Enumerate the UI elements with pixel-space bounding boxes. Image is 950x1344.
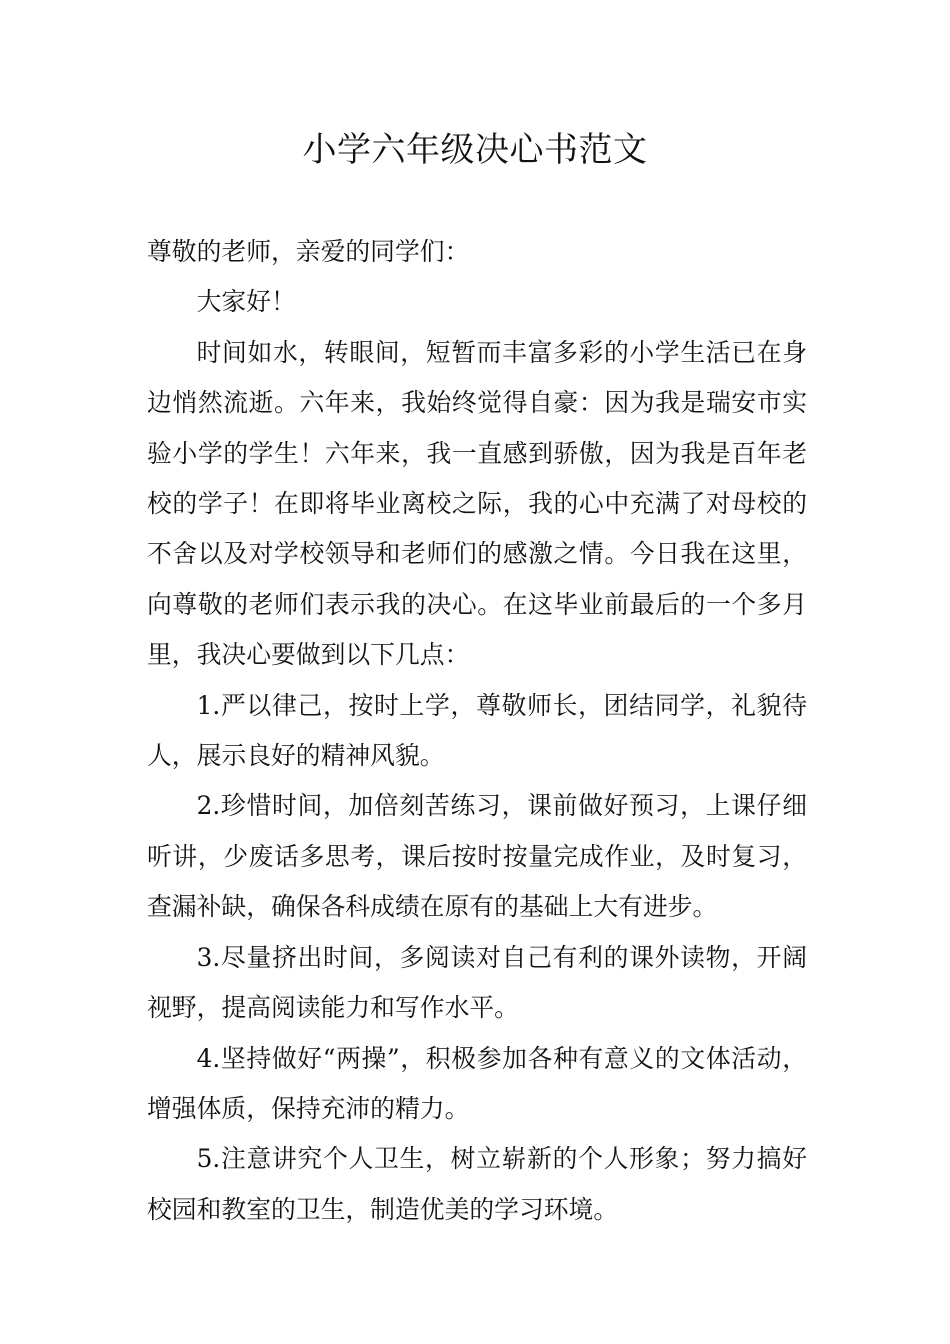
point-2: 2.珍惜时间，加倍刻苦练习，课前做好预习，上课仔细听讲，少废话多思考，课后按时按量完成作业，及时复习，查漏补缺，确保各科成绩在原有的基础上大有进步。 [147, 791, 807, 922]
document-title: 小学六年级决心书范文 [302, 130, 648, 170]
point-4: 4.坚持做好“两操”，积极参加各种有意义的文体活动，增强体质，保持充沛的精力。 [147, 1043, 807, 1123]
greeting: 大家好！ [196, 287, 296, 317]
intro-paragraph: 时间如水，转眼间，短暂而丰富多彩的小学生活已在身边悄然流逝。六年来，我始终觉得自豪：因为我是瑞安市实验小学的学生！六年来，我一直感到骄傲，因为我是百年老校的学子！在即将毕业离校之际，我的心中充满了对母校的不舍以及对学校领导和老师们的感激之情。今日我在这里，向尊敬的老师们表示我的决心。在这毕业前最后的一个多月里，我决心要做到以下几点： [147, 337, 807, 670]
point-5: 5.注意讲究个人卫生，树立崭新的个人形象；努力搞好校园和教室的卫生，制造优美的学习环境。 [147, 1144, 807, 1224]
document-body [147, 227, 807, 1235]
point-3: 3.尽量挤出时间，多阅读对自己有利的课外读物，开阔视野，提高阅读能力和写作水平。 [147, 942, 807, 1023]
point-1: 1.严以律己，按时上学，尊敬师长，团结同学，礼貌待人，展示良好的精神风貌。 [147, 690, 807, 771]
salutation: 尊敬的老师，亲爱的同学们： [147, 237, 470, 266]
